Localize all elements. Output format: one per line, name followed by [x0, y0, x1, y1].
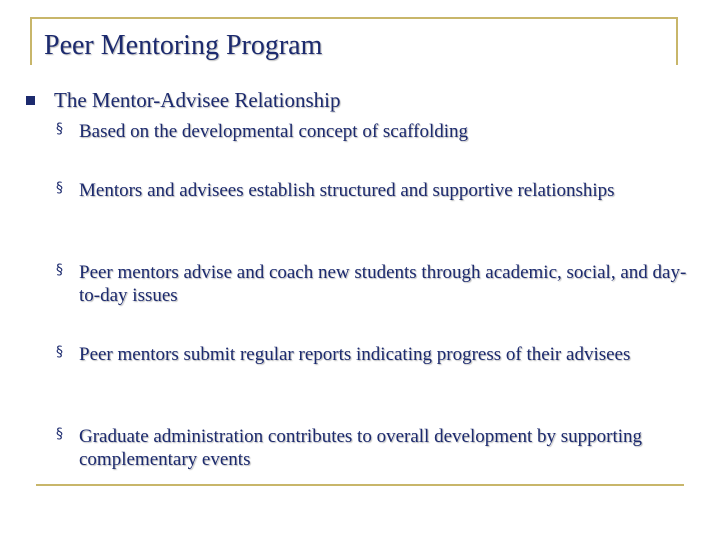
sub-point-text: Based on the developmental concept of scaffolding	[79, 121, 469, 142]
sub-point-text: Peer mentors advise and coach new students through academic, social, and day-to-day issues	[79, 262, 687, 306]
section-sign-bullet-icon: §	[56, 180, 63, 196]
sub-point-text: Mentors and advisees establish structured and supportive relationships	[79, 180, 615, 201]
square-bullet-icon	[26, 96, 35, 105]
frame-bottom-rule	[36, 484, 684, 486]
section-sign-bullet-icon: §	[56, 344, 63, 360]
slide-title: Peer Mentoring Program	[44, 30, 323, 61]
main-point-text: The Mentor-Advisee Relationship	[54, 88, 341, 112]
frame-left-rule	[30, 17, 32, 65]
frame-right-rule	[676, 17, 678, 65]
section-sign-bullet-icon: §	[56, 121, 63, 137]
sub-point-text: Graduate administration contributes to overall development by supporting complementary events	[79, 426, 643, 470]
section-sign-bullet-icon: §	[56, 262, 63, 278]
sub-point-text: Peer mentors submit regular reports indicating progress of their advisees	[79, 344, 631, 365]
frame-top-rule	[30, 17, 678, 19]
section-sign-bullet-icon: §	[56, 426, 63, 442]
